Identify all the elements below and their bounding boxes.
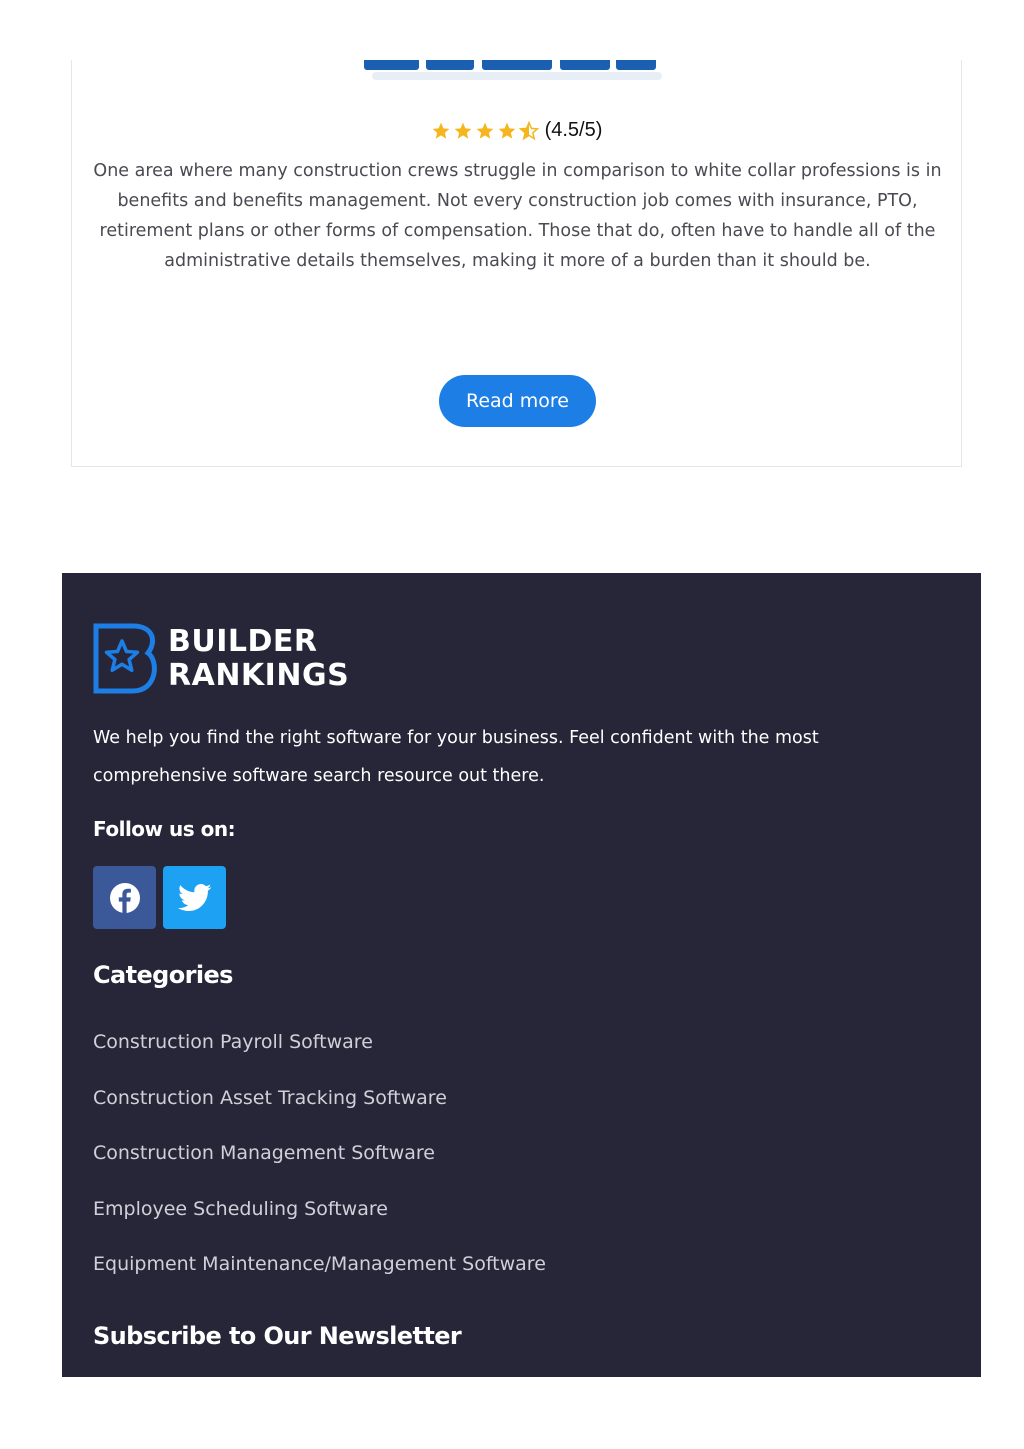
brand-line-2: RANKINGS	[168, 658, 350, 693]
twitter-link[interactable]	[163, 866, 226, 929]
category-link[interactable]: Equipment Maintenance/Management Software	[93, 1253, 546, 1276]
brand-logo[interactable]	[93, 623, 353, 695]
brand-line-1: BUILDER	[168, 624, 318, 659]
star-icon	[475, 121, 495, 141]
brand-name	[168, 625, 349, 693]
facebook-icon	[109, 882, 141, 914]
facebook-link[interactable]	[93, 866, 156, 929]
category-link[interactable]: Construction Asset Tracking Software	[93, 1086, 447, 1109]
category-link[interactable]: Employee Scheduling Software	[93, 1197, 388, 1220]
star-rating	[431, 121, 539, 141]
categories-list	[93, 1023, 546, 1301]
social-links	[93, 866, 226, 929]
follow-label: Follow us on:	[93, 817, 236, 841]
star-icon	[453, 121, 473, 141]
rating	[72, 119, 961, 142]
builder-rankings-logo-icon	[93, 623, 161, 695]
category-link[interactable]: Construction Management Software	[93, 1142, 435, 1165]
twitter-icon	[178, 883, 212, 913]
star-icon	[497, 121, 517, 141]
category-link[interactable]: Construction Payroll Software	[93, 1031, 373, 1053]
review-description: One area where many construction crews struggle in comparison to white collar professions is in benefits and benefits management. Not every construction job comes with insurance, PTO, retirement plans or other forms of compensation. Those that do, often have to handle all of the administrative details themselves, making it more of a burden than it should be.	[93, 161, 942, 271]
star-icon	[431, 121, 451, 141]
newsletter-heading: Subscribe to Our Newsletter	[93, 1322, 462, 1350]
footer-tagline: We help you find the right software for your business. Feel confident with the most comprehensive software search resource out there.	[93, 728, 819, 786]
half-star-icon	[519, 121, 539, 141]
rating-text: (4.5/5)	[544, 119, 603, 141]
read-more-button[interactable]: Read more	[439, 375, 596, 427]
review-card	[71, 60, 962, 467]
categories-heading: Categories	[93, 961, 233, 989]
vendor-logo	[364, 60, 672, 84]
site-footer	[62, 573, 981, 1377]
